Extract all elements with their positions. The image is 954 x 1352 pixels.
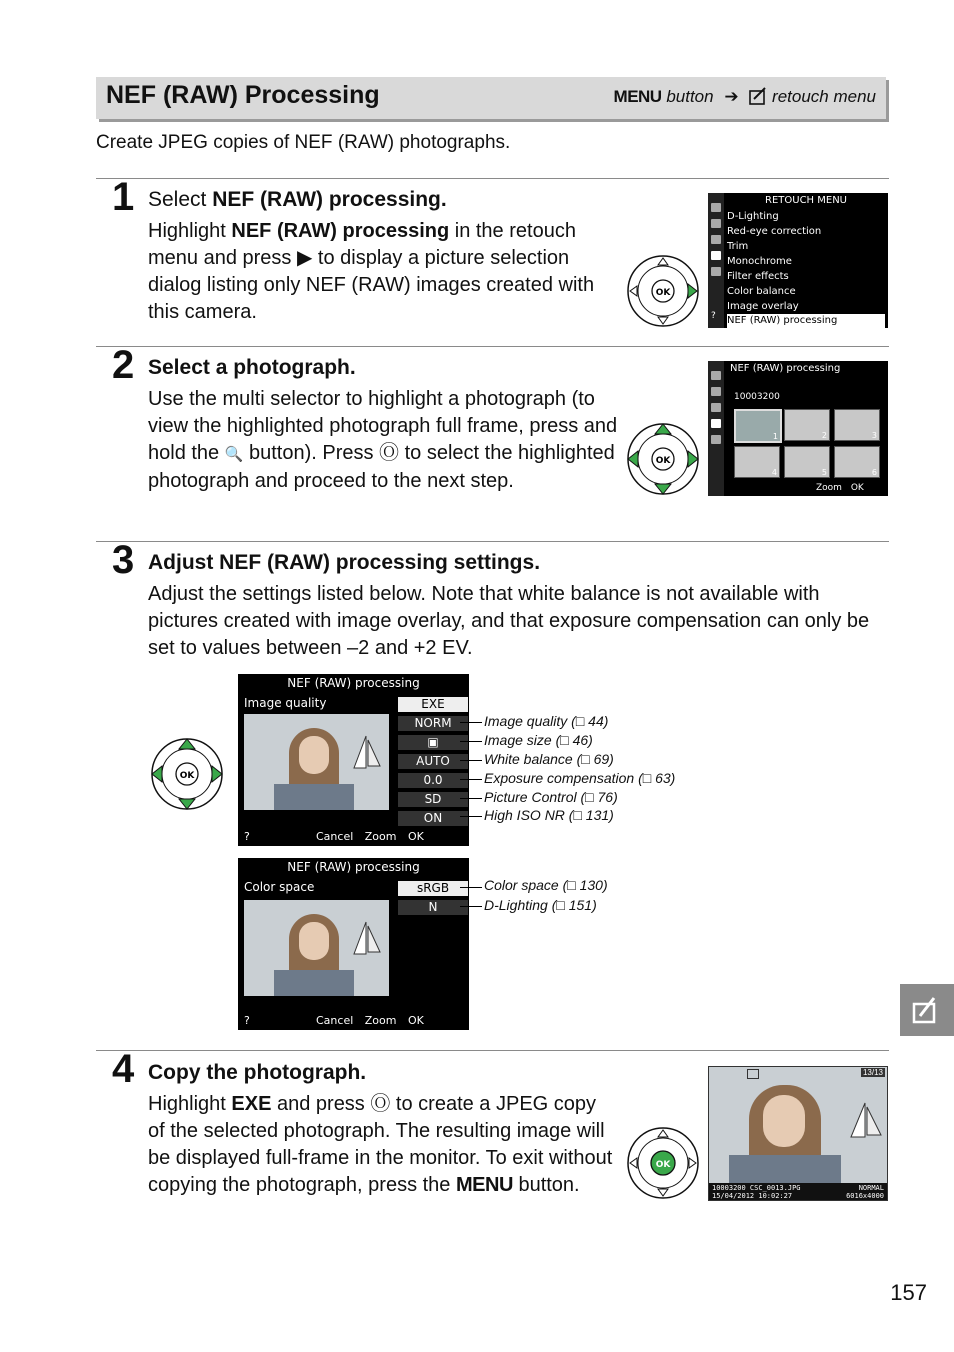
- step-body: Adjust the settings listed below. Note that white balance is not available with pictures created with image overlay, and that exposure compensation can only be set to values between –2 and +2 EV.: [148, 583, 870, 659]
- step-number: 2: [112, 343, 135, 387]
- menu-path: [614, 87, 876, 107]
- retouch-tab-icon: [900, 984, 954, 1036]
- help-icon: ?: [244, 830, 250, 843]
- step-title: Select a photograph.: [148, 356, 356, 379]
- picture-selection-screen: [708, 361, 888, 496]
- step-number: 4: [112, 1047, 135, 1091]
- ok-button-icon: Ⓞ: [379, 442, 400, 464]
- menu-sidebar: [708, 193, 724, 328]
- screen-footer: [816, 483, 864, 493]
- callout-leader: [460, 722, 482, 723]
- retouch-icon: [749, 87, 767, 105]
- multi-selector-icon: [626, 422, 700, 496]
- setting-exe[interactable]: EXE: [398, 697, 468, 712]
- menu-item[interactable]: Filter effects: [727, 271, 789, 282]
- retouch-menu-screen: [708, 193, 888, 328]
- setting-image-quality[interactable]: NORM: [398, 716, 468, 731]
- thumbnail[interactable]: 3: [834, 409, 880, 441]
- callout-label: High ISO NR (□ 131): [484, 807, 614, 823]
- menu-sidebar: [708, 361, 724, 496]
- callout-leader: [460, 887, 482, 888]
- multi-selector-icon: [626, 1126, 700, 1200]
- step-body-text: Use the multi selector to highlight a photograph (to view the highlighted photograph full frame, press and hold the: [148, 388, 618, 464]
- step-title-post: .: [440, 188, 447, 211]
- callout-label: Exposure compensation (□ 63): [484, 770, 676, 786]
- footer-ok: OK: [850, 483, 864, 493]
- help-icon: ?: [244, 1014, 250, 1027]
- portrait-body: [729, 1155, 841, 1183]
- callout-leader: [460, 760, 482, 761]
- footer-cancel: Cancel: [316, 1014, 354, 1027]
- step-body-bold: NEF (RAW) processing: [231, 220, 450, 242]
- sailboat-icon: [849, 1101, 883, 1145]
- info-file: 10003200 CSC_0013.JPG: [712, 1184, 801, 1192]
- step-number: 1: [112, 175, 135, 219]
- divider: [96, 178, 889, 179]
- full-frame-screen: [708, 1066, 888, 1201]
- photo-preview: [244, 900, 389, 996]
- multi-selector-icon: [626, 254, 700, 328]
- setting-picture-control[interactable]: SD: [398, 792, 468, 807]
- info-bar: [709, 1183, 887, 1200]
- callout-leader: [460, 779, 482, 780]
- callout-label: Color space (□ 130): [484, 877, 608, 893]
- footer-zoom: Zoom: [364, 830, 397, 843]
- divider: [96, 541, 889, 542]
- setting-label: Color space: [244, 880, 315, 894]
- menu-path-button: button: [666, 87, 714, 106]
- step-body-text: and press: [271, 1093, 371, 1115]
- page-title: NEF (RAW) Processing: [106, 81, 380, 109]
- step-body-text: to select the highlighted photograph and proceed to the next step.: [148, 442, 615, 492]
- callout-leader: [460, 798, 482, 799]
- callout-label: Picture Control (□ 76): [484, 789, 618, 805]
- step-body: [148, 1091, 618, 1199]
- setting-high-iso-nr[interactable]: ON: [398, 811, 468, 826]
- step-body-text: Highlight: [148, 1093, 232, 1115]
- folder-label: 10003200: [734, 392, 780, 402]
- step-body-text: button.: [512, 1174, 580, 1196]
- menu-item[interactable]: Monochrome: [727, 256, 792, 267]
- photo-preview: [244, 714, 389, 810]
- step-body-text: Highlight: [148, 220, 232, 242]
- menu-item[interactable]: Image overlay: [727, 301, 799, 312]
- callout-label: White balance (□ 69): [484, 751, 614, 767]
- footer-cancel: Cancel: [316, 830, 354, 843]
- info-date: 15/04/2012 10:02:27: [712, 1192, 793, 1200]
- step-title: [148, 188, 447, 212]
- processing-settings-screen-2: [238, 858, 469, 1030]
- divider: [96, 1050, 889, 1051]
- setting-d-lighting[interactable]: N: [398, 900, 468, 915]
- ok-label: OK: [655, 456, 671, 466]
- callout-label: Image quality (□ 44): [484, 713, 609, 729]
- menu-word: MENU: [613, 87, 662, 106]
- setting-exposure-comp[interactable]: 0.0: [398, 773, 468, 788]
- screen-footer: [316, 830, 424, 843]
- screen-title: NEF (RAW) processing: [287, 676, 420, 690]
- section-header: [96, 77, 886, 119]
- step-title-pre: Select: [148, 188, 213, 211]
- callout-leader: [460, 816, 482, 817]
- thumbnail[interactable]: 4: [734, 446, 780, 478]
- step-body-text: in the retouch menu and press ▶ to display a picture selection dialog listing only NEF (RAW) images created with this camera.: [148, 220, 595, 323]
- screen-title: NEF (RAW) processing: [287, 860, 420, 874]
- callout-leader: [460, 741, 482, 742]
- menu-item[interactable]: Color balance: [727, 286, 796, 297]
- screen-title: NEF (RAW) processing: [730, 363, 841, 374]
- footer-zoom: Zoom: [816, 483, 842, 493]
- menu-item-selected[interactable]: NEF (RAW) processing: [727, 314, 885, 328]
- ok-button-icon: Ⓞ: [370, 1093, 391, 1115]
- step-body-text: to create a JPEG copy of the selected photograph. The resulting image will be displayed full-frame in the monitor. To exit without copying the photograph, press the: [148, 1093, 613, 1196]
- portrait-face: [763, 1095, 805, 1147]
- menu-item[interactable]: Trim: [727, 241, 749, 252]
- menu-path-menu: retouch menu: [772, 87, 876, 106]
- frame-counter: 13/13: [862, 1068, 883, 1077]
- multi-selector-icon: [150, 737, 224, 811]
- footer-ok: OK: [407, 1014, 424, 1027]
- menu-word: MENU: [456, 1174, 513, 1196]
- footer-ok: OK: [407, 830, 424, 843]
- callout-label: Image size (□ 46): [484, 732, 593, 748]
- screen-footer: [316, 1014, 424, 1027]
- info-size: 6016x4000: [846, 1192, 884, 1200]
- setting-label: Image quality: [244, 696, 327, 710]
- menu-item[interactable]: D-Lighting: [727, 211, 779, 222]
- step-title: Adjust NEF (RAW) processing settings.: [148, 551, 541, 574]
- divider: [96, 346, 889, 347]
- thumbnail[interactable]: 6: [834, 446, 880, 478]
- processing-settings-screen: [238, 674, 469, 846]
- menu-item[interactable]: Red-eye correction: [727, 226, 822, 237]
- step-title: Copy the photograph.: [148, 1061, 367, 1084]
- thumbnail[interactable]: 5: [784, 446, 830, 478]
- info-quality: NORMAL: [858, 1184, 884, 1192]
- ok-label: OK: [179, 771, 195, 781]
- step-body: [148, 218, 618, 326]
- setting-color-space[interactable]: sRGB: [398, 881, 468, 896]
- page-number: 157: [890, 1280, 927, 1305]
- callout-label: D-Lighting (□ 151): [484, 897, 597, 913]
- step-number: 3: [112, 538, 135, 582]
- footer-zoom: Zoom: [364, 1014, 397, 1027]
- ok-label: OK: [655, 1160, 671, 1170]
- step-body-text: button). Press: [243, 442, 380, 464]
- intro-text: Create JPEG copies of NEF (RAW) photographs.: [96, 132, 511, 153]
- thumbnail[interactable]: 2: [784, 409, 830, 441]
- callout-leader: [460, 906, 482, 907]
- step-body: [148, 386, 618, 495]
- setting-image-size[interactable]: ▣: [398, 735, 468, 750]
- retouch-marker-icon: [747, 1069, 759, 1079]
- screen-title: RETOUCH MENU: [765, 195, 847, 206]
- step-title-bold: NEF (RAW) processing: [212, 188, 441, 211]
- ok-label: OK: [655, 288, 671, 298]
- thumbnail-selected[interactable]: 1: [734, 409, 782, 443]
- help-icon: ?: [711, 311, 716, 321]
- zoom-icon: 🔍: [224, 446, 244, 463]
- chapter-tab: [900, 984, 954, 1036]
- step-body-bold: EXE: [231, 1093, 272, 1115]
- setting-white-balance[interactable]: AUTO: [398, 754, 468, 769]
- arrow-icon: ➔: [724, 87, 739, 106]
